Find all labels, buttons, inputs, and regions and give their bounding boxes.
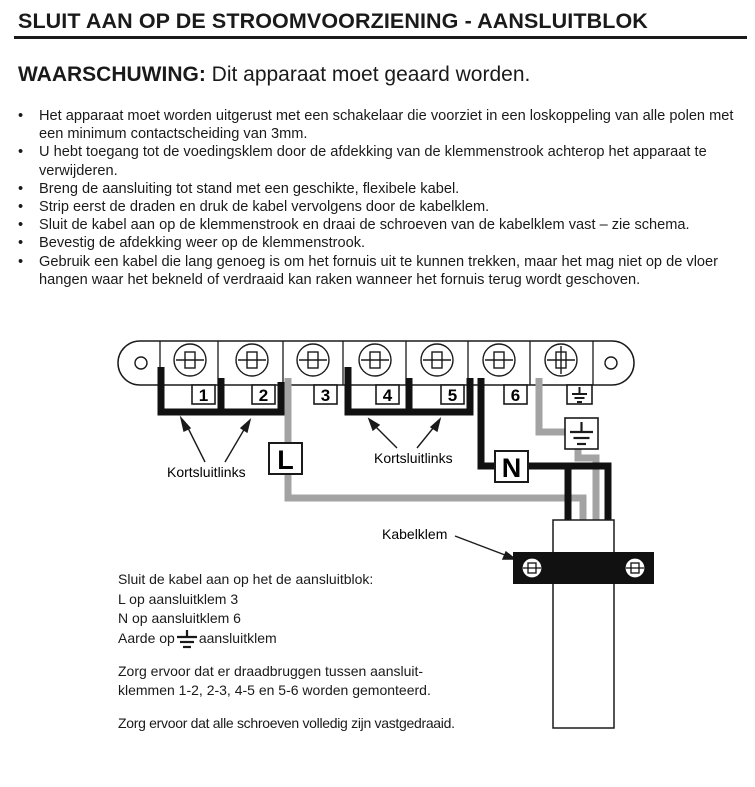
notes-earth-suffix: aansluitklem — [198, 629, 277, 646]
power-cable — [553, 520, 614, 728]
screw-2 — [236, 344, 268, 376]
warning-label: WAARSCHUWING: — [18, 63, 206, 86]
terminal-label-5: 5 — [447, 386, 458, 405]
screw-3 — [297, 344, 329, 376]
notes-neutral: N op aansluitklem 6 — [118, 610, 241, 626]
notes-live: L op aansluitklem 3 — [118, 590, 239, 607]
mounting-hole-left — [135, 357, 147, 369]
terminal-label-2: 2 — [258, 386, 269, 405]
requirement-item: • Sluit de kabel aan op de klemmenstrook en draai de schroeven van de kabelklem vast – zie schema. — [18, 216, 753, 234]
mounting-hole-right — [605, 357, 617, 369]
screw-1 — [174, 344, 206, 376]
pointer-arrows — [181, 418, 515, 559]
terminal-label-3: 3 — [320, 386, 331, 405]
requirement-item: • Bevestig de afdekking weer op de klemmenstrook. — [18, 234, 753, 252]
notes-screws: Zorg ervoor dat alle schroeven volledig zijn vastgedraaid. — [118, 714, 455, 731]
terminal-label-4: 4 — [382, 386, 393, 405]
shortlinks-label-right: Kortsluitlinks — [374, 450, 453, 466]
notes-bridges-1: Zorg ervoor dat er draadbruggen tussen aansluit- — [118, 662, 424, 679]
terminal-label-6: 6 — [510, 386, 521, 405]
screw-5 — [421, 344, 453, 376]
screw-6 — [483, 344, 515, 376]
warning-text: Dit apparaat moet geaard worden. — [205, 63, 531, 86]
page-title: SLUIT AAN OP DE STROOMVOORZIENING - AANSLUITBLOK — [18, 9, 648, 33]
neutral-label: N — [501, 453, 522, 483]
requirement-item: • Breng de aansluiting tot stand met een geschikte, flexibele kabel. — [18, 180, 753, 198]
notes-earth — [118, 629, 455, 649]
screw-earth — [545, 344, 577, 376]
connection-notes — [118, 570, 455, 733]
requirement-item: • U hebt toegang tot de voedingsklem door de afdekking van de klemmenstrook achterop het apparaat te verwijderen. — [18, 143, 753, 179]
terminal-labels — [192, 385, 592, 405]
cable-clamp-label: Kabelklem — [382, 526, 448, 542]
shortlinks-label-left: Kortsluitlinks — [167, 464, 246, 480]
notes-earth-prefix: Aarde op — [118, 629, 175, 646]
notes-intro: Sluit de kabel aan op het de aansluitblok: — [118, 571, 374, 587]
requirement-item: • Het apparaat moet worden uitgerust met een schakelaar die voorziet in een loskoppeling van alle polen met een minimum contactscheiding van 3mm. — [18, 107, 753, 143]
notes-bridges-2: klemmen 1-2, 2-3, 4-5 en 5-6 worden gemonteerd. — [118, 682, 431, 699]
requirement-item: • Strip eerst de draden en druk de kabel vervolgens door de kabelklem. — [18, 198, 753, 216]
screw-4 — [359, 344, 391, 376]
earth-ground-icon — [176, 629, 198, 649]
live-label: L — [277, 445, 294, 475]
requirement-item: • Gebruik een kabel die lang genoeg is om het fornuis uit te kunnen trekken, maar het mag niet op de vloer hangen waar het bekneld of verdraaid kan raken wanneer het fornuis terug wordt geschoven. — [18, 253, 753, 289]
terminal-label-1: 1 — [198, 386, 209, 405]
